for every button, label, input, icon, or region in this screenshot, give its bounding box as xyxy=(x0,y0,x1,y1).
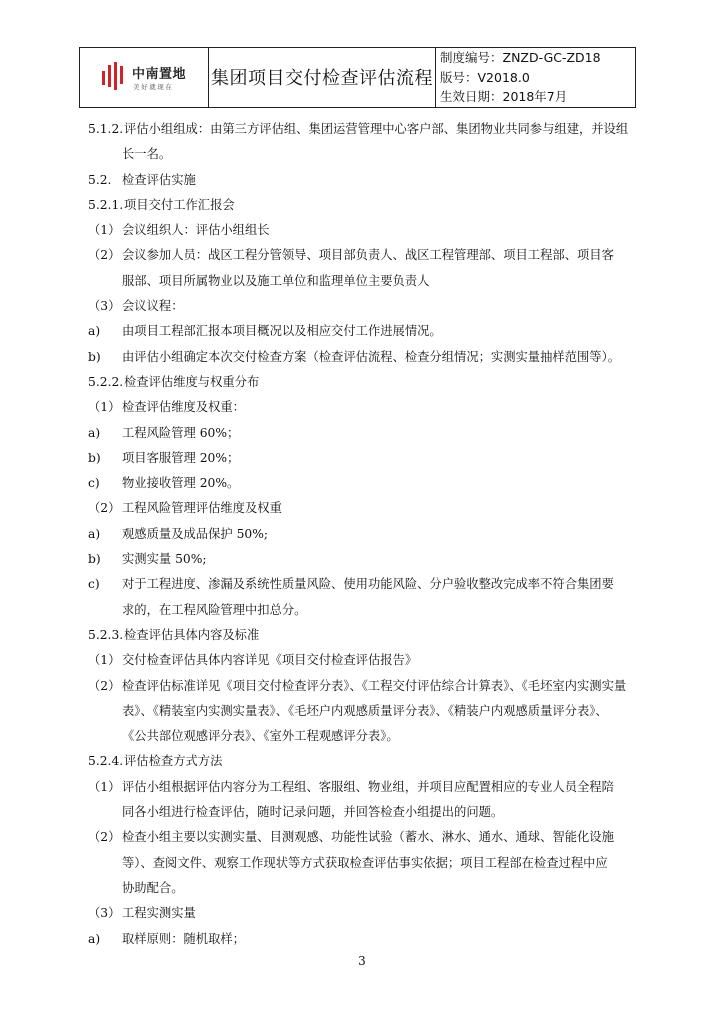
line-text: 由项目工程部汇报本项目概况以及相应交付工作进展情况。 xyxy=(122,324,442,339)
text-line xyxy=(88,319,648,344)
text-line xyxy=(88,623,648,648)
text-line xyxy=(88,395,648,420)
line-text: 《公共部位观感评分表》、《室外工程观感评分表》。 xyxy=(122,729,399,744)
line-text: 同各小组进行检查评估，随时记录问题，并回答检查小组提出的问题。 xyxy=(122,805,504,820)
text-line xyxy=(88,294,648,319)
line-text: 评估检查方式方法 xyxy=(124,754,223,769)
line-text: 检查评估具体内容及标准 xyxy=(124,627,260,642)
doc-effective-date: 生效日期：2018年7月 xyxy=(440,89,568,104)
line-label: c) xyxy=(88,577,100,592)
line-label: （1） xyxy=(88,653,121,668)
line-label: a) xyxy=(88,425,101,440)
text-line xyxy=(88,117,648,142)
line-label: 5.2.4. xyxy=(88,754,124,769)
line-label: 5.1.2. xyxy=(88,122,124,136)
company-name: 中南置地 xyxy=(132,67,187,83)
line-text: 协助配合。 xyxy=(122,880,184,895)
text-line xyxy=(88,370,648,395)
document-body xyxy=(88,117,648,952)
line-text: 服部、项目所属物业以及施工单位和监理单位主要负责人 xyxy=(122,273,430,288)
line-text: 交付检查评估具体内容详见《项目交付检查评估报告》 xyxy=(122,653,418,668)
line-label: （2） xyxy=(88,678,121,693)
text-line xyxy=(88,471,648,496)
line-text: 检查评估维度与权重分布 xyxy=(124,374,260,389)
company-slogan: 美好就现在 xyxy=(133,83,174,92)
document-title: 集团项目交付检查评估流程 xyxy=(209,48,436,108)
line-text: 取样原则：随机取样； xyxy=(122,931,245,946)
line-label: a) xyxy=(88,526,101,541)
line-text: 对于工程进度、渗漏及系统性质量风险、使用功能风险、分户验收整改完成率不符合集团要 xyxy=(122,577,614,592)
line-label: 5.2.3. xyxy=(88,627,124,642)
text-line xyxy=(88,496,648,521)
company-logo xyxy=(80,48,208,106)
text-line xyxy=(88,218,648,243)
line-text: 检查小组主要以实测实量、目测观感、功能性试验（蓄水、淋水、通水、通球、智能化设施 xyxy=(122,830,614,845)
line-text: 会议组织人：评估小组组长 xyxy=(122,223,270,238)
line-label: （1） xyxy=(88,400,121,415)
line-text: 检查评估维度及权重： xyxy=(122,400,245,415)
text-line xyxy=(88,901,648,926)
line-label: 5.2. xyxy=(88,172,112,187)
page-number: 3 xyxy=(358,954,366,968)
line-label: 5.2.1. xyxy=(88,197,124,212)
line-text: 求的，在工程风险管理中扣总分。 xyxy=(122,602,307,617)
text-line xyxy=(88,168,648,193)
line-text: 项目客服管理 20%； xyxy=(122,450,240,465)
text-line xyxy=(88,598,648,623)
line-text: 工程实测实量 xyxy=(122,906,196,921)
line-label: （2） xyxy=(88,248,121,263)
line-text: 检查评估实施 xyxy=(122,172,196,187)
line-text: 检查评估标准详见《项目交付检查评分表》、《工程交付评估综合计算表》、《毛坯室内实测实量 xyxy=(122,678,627,693)
line-label: （3） xyxy=(88,299,121,314)
text-line xyxy=(88,775,648,800)
text-line xyxy=(88,547,648,572)
text-line xyxy=(88,243,648,268)
text-line xyxy=(88,421,648,446)
line-label: b) xyxy=(88,552,101,567)
line-label: （2） xyxy=(88,501,121,516)
text-line xyxy=(88,674,648,699)
line-text: 项目交付工作汇报会 xyxy=(124,197,235,212)
logo-cell xyxy=(80,48,209,108)
text-line xyxy=(88,825,648,850)
text-line xyxy=(88,269,648,294)
line-label: b) xyxy=(88,450,101,465)
line-text: 会议参加人员：战区工程分管领导、项目部负责人、战区工程管理部、项目工程部、项目客 xyxy=(122,248,614,263)
text-line xyxy=(88,851,648,876)
text-line xyxy=(88,927,648,952)
text-line xyxy=(88,876,648,901)
line-text: 实测实量 50%; xyxy=(122,552,207,567)
text-line xyxy=(88,193,648,218)
doc-version: 版号：V2018.0 xyxy=(440,69,530,85)
line-text: 物业接收管理 20%。 xyxy=(122,476,240,491)
line-text: 会议议程： xyxy=(122,299,184,314)
line-label: （2） xyxy=(88,830,121,845)
line-label: b) xyxy=(88,349,101,364)
line-label: 5.2.2. xyxy=(88,374,124,389)
line-text: 长一名。 xyxy=(122,147,172,162)
text-line xyxy=(88,142,648,167)
text-line xyxy=(88,345,648,370)
text-line xyxy=(88,648,648,673)
line-text: 评估小组根据评估内容分为工程组、客服组、物业组，并项目应配置相应的专业人员全程陪 xyxy=(122,779,614,794)
doc-number: 制度编号：ZNZD-GC-ZD18 xyxy=(440,50,601,65)
line-label: （3） xyxy=(88,906,121,921)
text-line xyxy=(88,724,648,749)
text-line xyxy=(88,446,648,471)
line-text: 观感质量及成品保护 50%; xyxy=(122,526,269,541)
text-line xyxy=(88,699,648,724)
line-label: （1） xyxy=(88,223,121,238)
line-label: c) xyxy=(88,476,100,491)
line-label: a) xyxy=(88,324,101,339)
line-text: 表》、《精装室内实测实量表》、《毛坯户内观感质量评分表》、《精装户内观感质量评分表》、 xyxy=(122,703,608,718)
text-line xyxy=(88,522,648,547)
logo-bars-icon xyxy=(102,62,128,90)
line-text: 评估小组组成：由第三方评估组、集团运营管理中心客户部、集团物业共同参与组建，并设组 xyxy=(124,122,629,136)
line-label: （1） xyxy=(88,779,121,794)
line-text: 工程风险管理评估维度及权重 xyxy=(122,501,282,516)
text-line xyxy=(88,800,648,825)
text-line xyxy=(88,749,648,774)
line-label: a) xyxy=(88,931,101,946)
document-meta xyxy=(436,48,636,108)
text-line xyxy=(88,572,648,597)
line-text: 由评估小组确定本次交付检查方案（检查评估流程、检查分组情况；实测实量抽样范围等）。 xyxy=(122,349,621,364)
document-header xyxy=(79,47,636,108)
line-text: 等）、查阅文件、观察工作现状等方式获取检查评估事实依据；项目工程部在检查过程中应 xyxy=(122,855,608,870)
line-text: 工程风险管理 60%； xyxy=(122,425,240,440)
